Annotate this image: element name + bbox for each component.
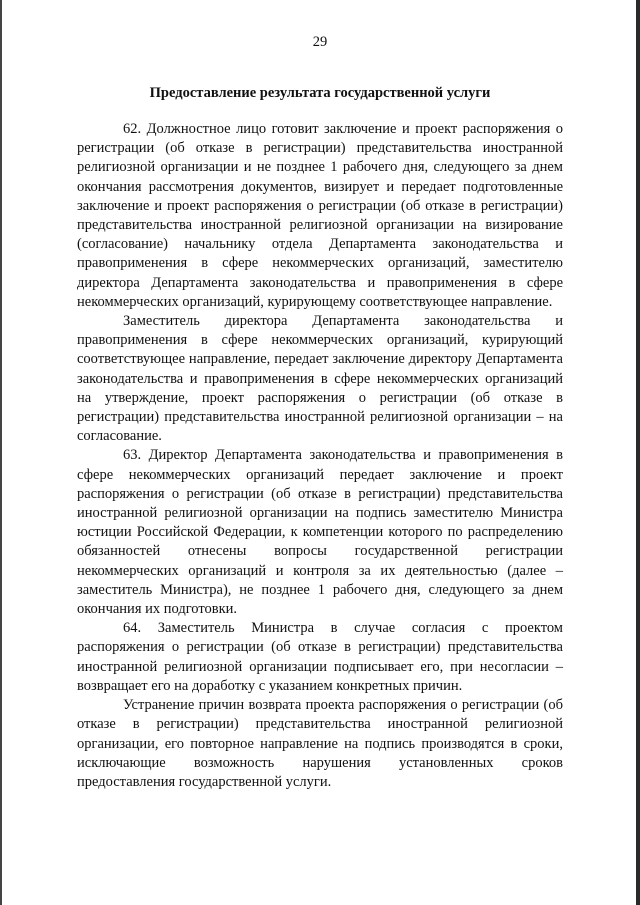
paragraph-62: 62. Должностное лицо готовит заключение и проект распоряжения о регистрации (об отказе в регистрации) представительства иностранной религиозной организации и не позднее 1 рабочего дня, следующего за днем окончания рассмотрения документов, визирует и передает подготовленные заключение и проект распоряжения о регистрации (об отказе в регистрации) представительства иностранной религиозной организации на визирование (согласование) начальнику отдела Департамента законодательства и правоприменения в сфере некоммерческих организаций, заместителю директора Департамента законодательства и правоприменения в сфере некоммерческих организаций, курирующему соответствующее направление. (77, 121, 563, 310)
body-text (77, 120, 563, 792)
scan-edge-right (636, 0, 640, 905)
paragraph-elimination: Устранение причин возврата проекта распоряжения о регистрации (об отказе в регистрации) представительства иностранной религиозной организации, его повторное направление на подпись производятся в сроки, исключающие возможность нарушения установленных сроков предоставления государственной услуги. (77, 697, 563, 790)
paragraph-63: 63. Директор Департамента законодательства и правоприменения в сфере некоммерческих организаций передает заключение и проект распоряжения о регистрации (об отказе в регистрации) представительства иностранной религиозной организации на подпись заместителю Министра юстиции Российской Федерации, к компетенции которого по распределению обязанностей отнесены вопросы государственной регистрации некоммерческих организаций и контроля за их деятельностью (далее – заместитель Министра), не позднее 1 рабочего дня, следующего за днем окончания их подготовки. (77, 447, 563, 618)
page-number: 29 (312, 34, 328, 50)
scan-edge-left (0, 0, 2, 905)
section-title: Предоставление результата государственной услуги (149, 85, 491, 101)
paragraph-deputy-director: Заместитель директора Департамента законодательства и правоприменения в сфере некоммерческих организаций, курирующий соответствующее направление, передает заключение директору Департамента законодательства и правоприменения в сфере некоммерческих организаций на утверждение, проект распоряжения о регистрации (об отказе в регистрации) представительства иностранной религиозной организации – на согласование. (77, 313, 563, 445)
paragraph-64: 64. Заместитель Министра в случае согласия с проектом распоряжения о регистрации (об отказе в регистрации) представительства иностранной религиозной организации подписывает его, при несогласии – возвращает его на доработку с указанием конкретных причин. (77, 620, 563, 694)
